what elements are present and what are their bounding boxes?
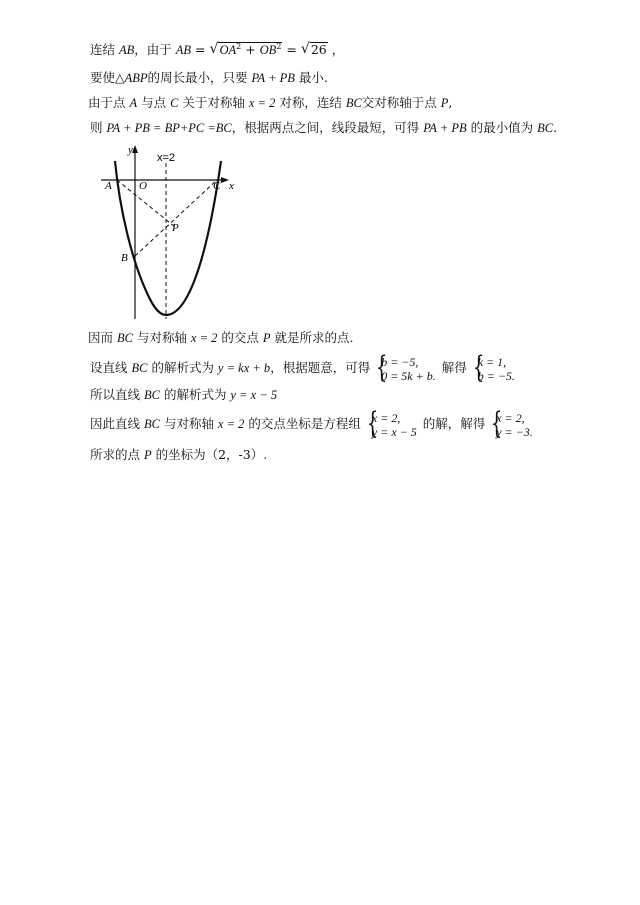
label-o: O [139,180,147,192]
l3-mid2: 关于对称轴 [178,95,249,110]
x-axis-arrow [221,177,229,183]
l1-eq: = [191,42,210,57]
label-c: C [213,180,221,192]
parabola-figure [95,143,245,323]
l8-sys2a: x = 2, [496,410,525,425]
system-2: { k = 1, b = −5. [472,349,515,385]
l3-post: 交对称轴于点 [361,95,441,110]
label-x: x [229,180,234,192]
l6-sys2a: k = 1, [477,354,507,369]
l6-bc: BC [131,361,148,375]
l3-pre: 由于点 [88,95,130,110]
l8-sys1b: y = x − 5 [371,424,417,439]
l8-sys2b: y = −3. [496,424,533,439]
l6-sys1b: 0 = 5k + b. [381,368,436,383]
text-line-9 [90,447,267,463]
l1-26: 26 [310,42,327,57]
l6-post: ，根据题意，可得 [270,360,371,375]
l4-rest: BP+PC =BC [164,121,232,135]
l4-pre: 则 [90,120,107,135]
l1-exp1: 2 [236,42,242,51]
l5-axis: x = 2 [190,331,218,345]
text-line-2 [90,70,328,86]
text-line-4 [90,120,557,136]
parabola-curve [115,161,221,315]
text-line-5 [88,330,353,346]
l7-pre: 所以直线 [90,387,144,402]
l2-mid: 的周长最小，只要 [147,70,252,85]
label-y: y [128,144,133,156]
l6-sys1a: b = −5, [381,354,419,369]
text-line-3 [88,95,452,111]
l3-mid3: 对称，连结 [275,95,346,110]
l5-pre: 因而 [88,330,117,345]
l1-mid: ，由于 [134,42,176,57]
l1-oa: OA [219,43,237,57]
text-line-1 [90,42,344,58]
l3-mid1: 与点 [137,95,171,110]
l9-p: P [143,448,152,462]
l6-solve: 解得 [437,360,467,375]
label-p: P [172,222,179,234]
l1-post: ， [327,42,345,57]
l9-pre: 所求的点 [90,447,144,462]
l3-end: , [448,95,453,110]
l1-plus: + [241,42,260,57]
sqrt-oa-ob [209,42,282,58]
l6-eqn: y = kx + b [217,361,271,375]
l8-bc: BC [143,417,160,431]
label-b: B [121,252,128,264]
l3-c: C [170,96,179,110]
l2-abp: ABP [124,71,148,85]
l6-pre: 设直线 [90,360,132,375]
l1-pre: 连结 [90,42,119,57]
l2-expr: PA + PB [251,71,295,85]
sqrt-26 [301,42,328,58]
l3-p: P [440,96,449,110]
l4-end: . [553,120,558,135]
l8-mid: 与对称轴 [159,416,218,431]
l1-ob: OB [259,43,277,57]
system-4: { x = 2, y = −3. [491,405,533,441]
l7-eqn: y = x − 5 [230,388,278,402]
l8-solve: 的解，解得 [418,416,486,431]
l4-mid: ，根据两点之间，线段最短，可得 [231,120,424,135]
l5-p: P [262,331,271,345]
l3-a: A [129,96,138,110]
text-line-6 [90,349,517,385]
system-1: { b = −5, 0 = 5k + b. [376,349,436,385]
l6-sys2b: b = −5. [477,368,515,383]
l4-expr: PA + PB = [106,121,165,135]
y-axis-arrow [132,145,138,153]
l8-axis: x = 2 [217,417,245,431]
text-line-7 [90,387,277,403]
text-line-8 [90,405,535,441]
l4-expr2: PA + PB [423,121,467,135]
l1-exp2: 2 [276,42,282,51]
l1-lhs: AB [175,43,192,57]
l7-bc: BC [143,388,160,402]
l1-ab: AB [118,43,135,57]
l4-bc: BC [537,121,554,135]
l8-pre: 因此直线 [90,416,144,431]
label-a: A [105,180,112,192]
l5-mid: 与对称轴 [132,330,191,345]
l8-sys1a: x = 2, [371,410,401,425]
l1-eq2: = [282,42,301,57]
l2-pre: 要使△ [90,70,125,85]
l6-mid: 的解析式为 [147,360,218,375]
l3-axis: x = 2 [248,96,276,110]
l9-post: 的坐标为（2，-3）. [151,447,268,462]
l2-post: 最小. [294,70,328,85]
l5-post: 的交点 [217,330,263,345]
l5-bc: BC [116,331,133,345]
l3-bc: BC [345,96,362,110]
l7-mid: 的解析式为 [159,387,231,402]
l8-post: 的交点坐标是方程组 [244,416,361,431]
system-3: { x = 2, y = x − 5 [366,405,417,441]
l5-end: 就是所求的点. [270,330,354,345]
l4-post: 的最小值为 [466,120,538,135]
label-axis: x=2 [157,152,176,164]
